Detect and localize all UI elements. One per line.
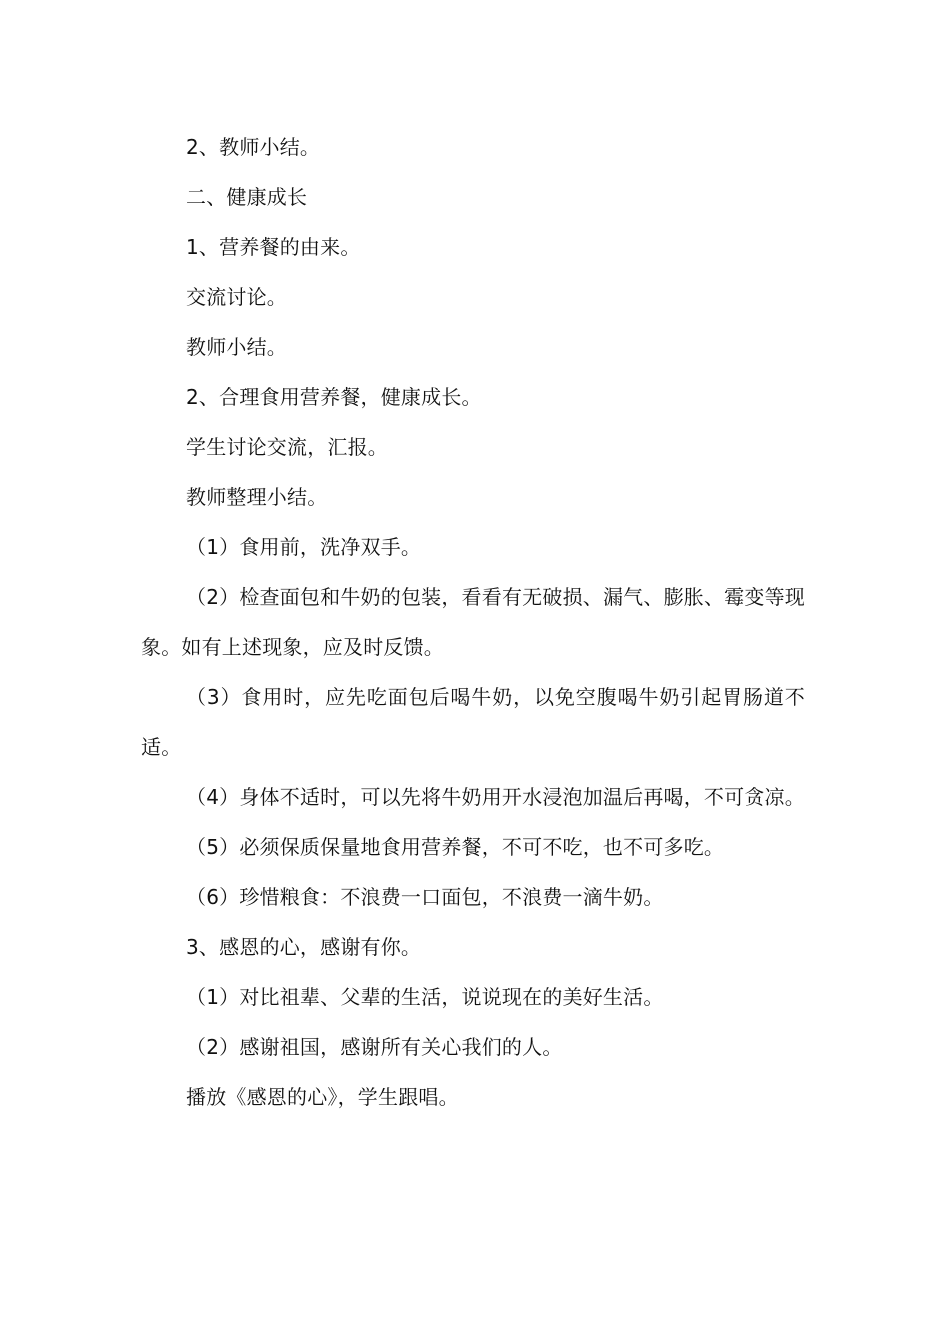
list-item-thank-country: （2）感谢祖国，感谢所有关心我们的人。 bbox=[186, 1035, 563, 1059]
list-item-compare-life: （1）对比祖辈、父辈的生活，说说现在的美好生活。 bbox=[186, 985, 664, 1009]
paragraph-grateful-heart: 3、感恩的心，感谢有你。 bbox=[186, 935, 422, 959]
list-item-2: （2）检查面包和牛奶的包装，看看有无破损、漏气、膨胀、霉变等现象。如有上述现象，应及时反馈。 bbox=[141, 585, 805, 659]
list-item-1: （1）食用前，洗净双手。 bbox=[186, 535, 422, 559]
paragraph-teacher-organize: 教师整理小结。 bbox=[186, 485, 328, 509]
list-item-5: （5）必须保质保量地食用营养餐，不可不吃，也不可多吃。 bbox=[186, 835, 725, 859]
paragraph-reasonable-eating: 2、合理食用营养餐，健康成长。 bbox=[186, 385, 482, 409]
paragraph-play-song: 播放《感恩的心》，学生跟唱。 bbox=[186, 1085, 459, 1109]
section-heading-healthy-growth: 二、健康成长 bbox=[186, 185, 308, 209]
paragraph-teacher-summary-1: 2、教师小结。 bbox=[186, 135, 321, 159]
document-body bbox=[141, 122, 805, 1122]
paragraph-discussion: 交流讨论。 bbox=[186, 285, 287, 309]
paragraph-origin-of-meals: 1、营养餐的由来。 bbox=[186, 235, 361, 259]
list-item-4: （4）身体不适时，可以先将牛奶用开水浸泡加温后再喝，不可贪凉。 bbox=[186, 785, 805, 809]
list-item-6: （6）珍惜粮食：不浪费一口面包，不浪费一滴牛奶。 bbox=[186, 885, 664, 909]
paragraph-teacher-summary-2: 教师小结。 bbox=[186, 335, 287, 359]
list-item-3: （3）食用时，应先吃面包后喝牛奶，以免空腹喝牛奶引起胃肠道不适。 bbox=[141, 685, 805, 759]
paragraph-student-report: 学生讨论交流，汇报。 bbox=[186, 435, 388, 459]
